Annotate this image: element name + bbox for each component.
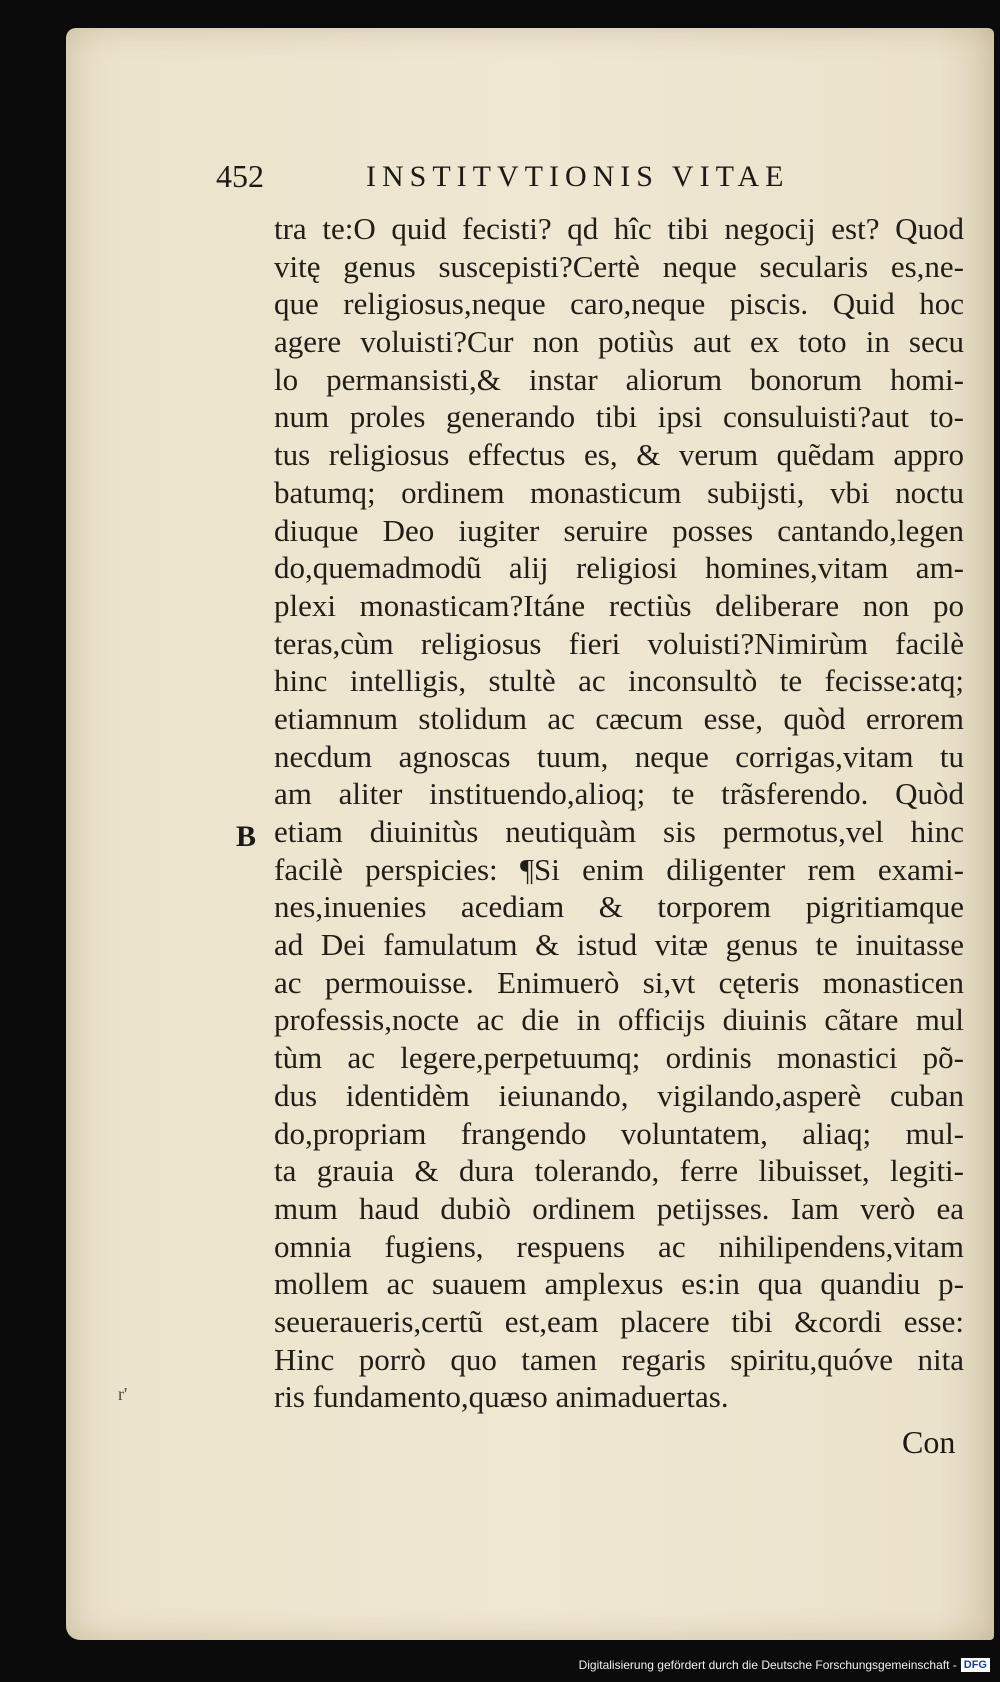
running-title: INSTITVTIONIS VITAE [366,160,790,193]
page-header [216,158,926,198]
text-line: lo permansisti,& instar aliorum bonorum homi- [274,361,964,397]
text-line: facilè perspicies: ¶Si enim diligenter rem exami- [274,851,964,887]
text-line: ac permouisse. Enimuerò si,vt cęteris monasticen [274,964,964,1000]
body-text [274,210,964,1416]
text-line: batumq; ordinem monasticum subijsti, vbi noctu [274,474,964,510]
text-line: tus religiosus effectus es, & verum quẽdam appro [274,437,964,473]
text-line: Hinc porrò quo tamen regaris spiritu,quóve nita [274,1341,964,1377]
text-line: ris fundamento,quæso animaduertas. [274,1379,729,1415]
text-line: seueraueris,certũ est,eam placere tibi &cordi esse: [274,1303,964,1339]
text-line: vitę genus suscepisti?Certè neque secularis es,ne- [274,248,964,284]
digitization-footer [579,1658,990,1672]
text-line: hinc intelligis, stultè ac inconsultò te fecisse:atq; [274,663,964,699]
catchword: Con [902,1424,956,1460]
text-line: ad Dei famulatum & istud vitæ genus te inuitasse [274,927,964,963]
text-line: agere voluisti?Cur non potiùs aut ex toto in secu [274,324,964,360]
text-line: am aliter instituendo,alioq; te trãsferendo. Quòd [274,776,964,812]
margin-annotation: r' [118,1384,128,1404]
text-line: tra te:O quid fecisti? qd hîc tibi negocij est? Quod [274,211,964,246]
text-line: dus identidèm ieiunando, vigilando,asperè cuban [274,1077,964,1113]
text-line: do,quemadmodũ alij religiosi homines,vitam am- [274,550,964,586]
text-line: plexi monasticam?Itáne rectiùs deliberare non po [274,587,964,623]
text-line: mum haud dubiò ordinem petijsses. Iam verò ea [274,1190,964,1226]
text-line: etiamnum stolidum ac cæcum esse, quòd errorem [274,700,964,736]
text-line: teras,cùm religiosus fieri voluisti?Nimirùm facilè [274,625,964,661]
text-line: ta grauia & dura tolerando, ferre libuisset, legiti- [274,1153,964,1189]
dfg-logo-icon: DFG [961,1658,990,1672]
text-line: diuque Deo iugiter seruire posses cantando,legen [274,512,964,548]
text-line: tùm ac legere,perpetuumq; ordinis monastici põ- [274,1040,964,1076]
text-line: necdum agnoscas tuum, neque corrigas,vitam tu [274,738,964,774]
text-line: mollem ac suauem amplexus es:in qua quandiu p- [274,1266,964,1302]
text-line: que religiosus,neque caro,neque piscis. Quid hoc [274,286,964,322]
margin-section-letter: B [236,820,257,853]
text-line: professis,nocte ac die in officijs diuinis cãtare mul [274,1002,964,1038]
text-line: do,propriam frangendo voluntatem, aliaq; mul- [274,1115,964,1151]
text-line: nes,inuenies acediam & torporem pigritiamque [274,889,964,925]
text-line: etiam diuinitùs neutiquàm sis permotus,vel hinc [274,814,964,849]
text-line: omnia fugiens, respuens ac nihilipendens,vitam [274,1228,964,1264]
text-line: num proles generando tibi ipsi consuluisti?aut to- [274,399,964,435]
page-number: 452 [216,158,264,194]
funding-credit: Digitalisierung gefördert durch die Deutsche Forschungsgemeinschaft - [578,1658,957,1672]
